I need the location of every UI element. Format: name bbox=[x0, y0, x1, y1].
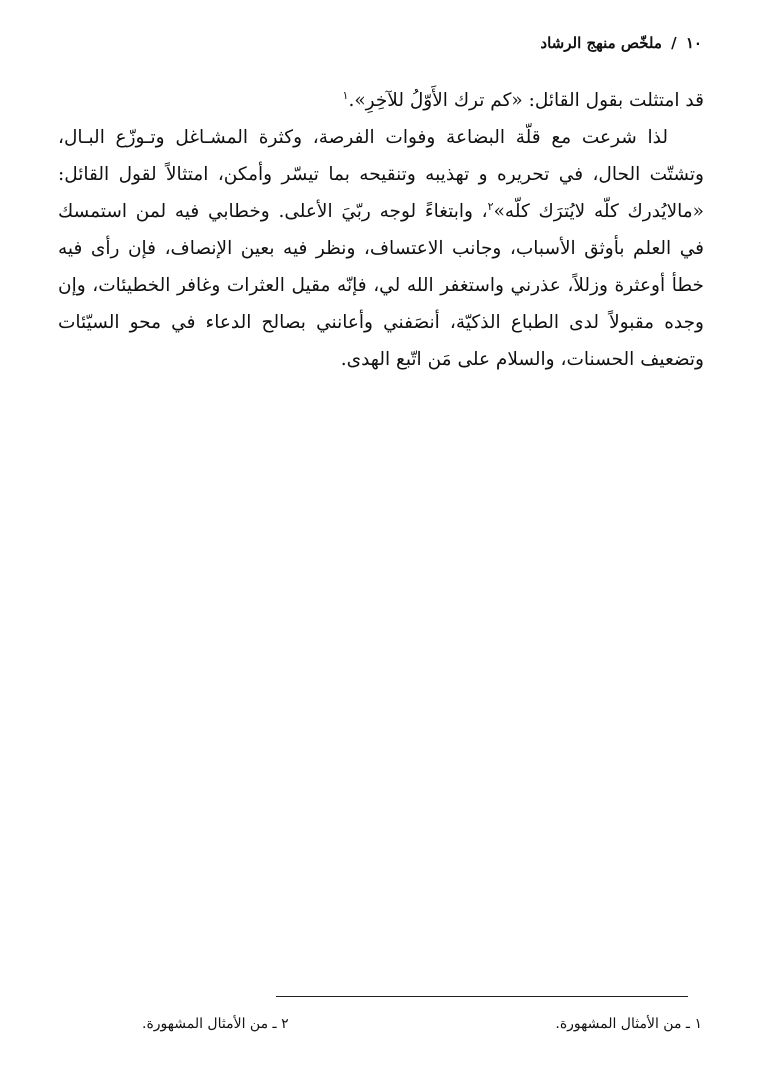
body-text bbox=[58, 82, 704, 378]
body-line-6: خطأ أوعثرة وزللاً، عذرني واستغفر الله لي، فإنّه مقيل العثرات وغافر الخطيئات، وإن bbox=[58, 275, 704, 296]
body-line-2: لذا شرعت مع قلّة البضاعة وفوات الفرصة، وكثرة المشـاغل وتـوزّع البـال، bbox=[58, 127, 668, 148]
body-line-4-quote: «مالايُدرك كلّه لايُترَك كلّه» bbox=[493, 201, 704, 222]
body-line-4-rest: ، وابتغاءً لوجه ربّيَ الأعلى. وخطابي فيه لمن استمسك bbox=[58, 201, 488, 222]
footnote-divider bbox=[276, 996, 688, 997]
body-line-3: وتشتّت الحال، في تحريره و تهذيبه وتنقيحه بما تيسّر وأمكن، امتثالاً لقول القائل: bbox=[58, 164, 704, 185]
body-line-5: في العلم بأوثق الأسباب، وجانب الاعتساف، ونظر فيه بعين الإنصاف، فإن رأى فيه bbox=[58, 238, 704, 259]
body-line-1 bbox=[58, 82, 704, 119]
book-title: ملخّص منهج الرشاد bbox=[540, 34, 662, 52]
body-line-4 bbox=[58, 193, 704, 230]
footnote-2: ٢ ـ من الأمثال المشهورة. bbox=[142, 1016, 289, 1032]
running-head bbox=[540, 34, 702, 52]
body-line-7: وجده مقبولاً لدى الطباع الذكيّة، أنصَفني وأعانني بصالح الدعاء في محو السيّئات bbox=[58, 312, 704, 333]
footnote-1: ١ ـ من الأمثال المشهورة. bbox=[555, 1016, 702, 1032]
body-line-1-text: قد امتثلت بقول القائل: «كم ترك الأَوّلُ للآخِرِ». bbox=[348, 90, 704, 111]
footnote-mark-1: ١ bbox=[342, 88, 349, 102]
body-line-8: وتضعيف الحسنات، والسلام على مَن اتّبع الهدى. bbox=[340, 349, 704, 370]
footnotes bbox=[142, 1016, 702, 1032]
header-separator: / bbox=[671, 34, 677, 52]
page-number: ١٠ bbox=[685, 34, 702, 52]
footnote-mark-2: ٢ bbox=[487, 199, 494, 213]
